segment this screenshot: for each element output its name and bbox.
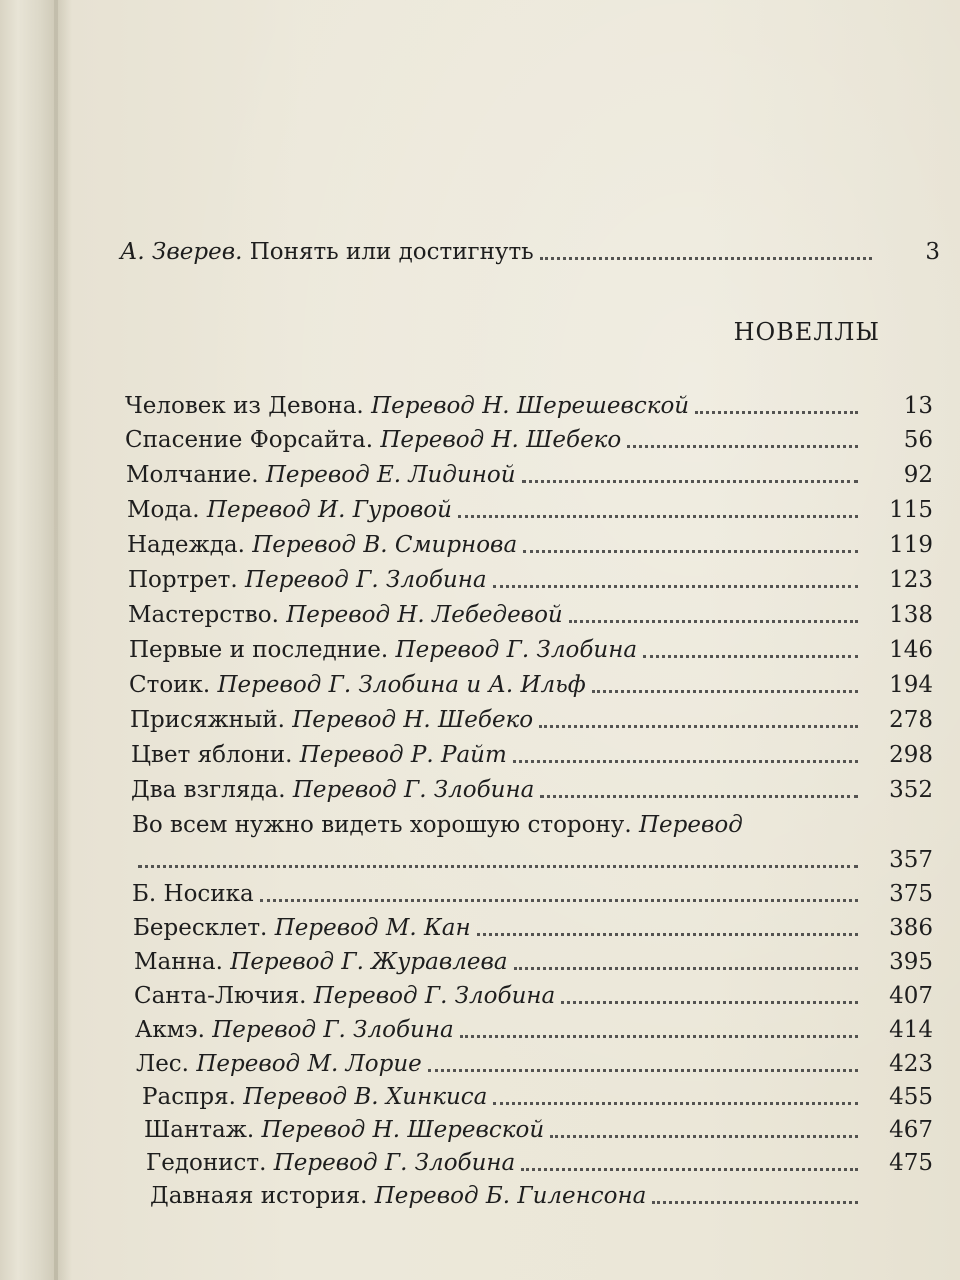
toc-entry <box>142 1077 933 1111</box>
toc-entry <box>133 908 933 942</box>
entry-translator: Перевод Н. Шерешевской <box>371 393 690 419</box>
entry-translator: Перевод В. Смирнова <box>252 532 518 558</box>
toc-entry <box>129 630 933 664</box>
entry-title: Гедонист. <box>146 1150 267 1176</box>
entry-translator: Перевод В. Хинкиса <box>243 1084 488 1110</box>
toc-entry <box>134 942 933 976</box>
entry-title: Надежда. <box>127 532 245 558</box>
dot-leader <box>561 1001 858 1004</box>
intro-author: А. Зверев. <box>120 239 243 265</box>
entry-title: Б. Носика <box>132 881 254 907</box>
entry-translator: Перевод Н. Лебедевой <box>286 602 563 628</box>
entry-title: Человек из Девона. <box>125 393 364 419</box>
toc-entry <box>144 1110 933 1144</box>
entry-translator: Перевод М. Кан <box>274 915 471 941</box>
entry-page-number: 407 <box>889 983 933 1009</box>
entry-title: Манна. <box>134 949 223 975</box>
intro-title: Понять или достигнуть <box>249 239 534 265</box>
entry-page-number: 423 <box>889 1051 933 1077</box>
entry-translator: Перевод Н. Шеревской <box>261 1117 545 1143</box>
entry-page-number: 357 <box>889 847 933 873</box>
dot-leader <box>539 725 858 728</box>
entry-translator: Перевод Б. Гиленсона <box>374 1183 647 1209</box>
entry-title: Мастерство. <box>128 602 279 628</box>
toc-entry <box>127 490 933 524</box>
entry-page-number: 115 <box>889 497 933 523</box>
toc-entry <box>131 735 933 769</box>
dot-leader <box>695 411 858 414</box>
dot-leader <box>592 690 858 693</box>
entry-page-number: 298 <box>889 742 933 768</box>
entry-translator: Перевод <box>638 812 743 838</box>
dot-leader <box>523 550 858 553</box>
dot-leader <box>513 760 858 763</box>
dot-leader <box>477 933 858 936</box>
dot-leader <box>460 1035 858 1038</box>
dot-leader <box>514 967 858 970</box>
entry-page-number: 56 <box>903 427 933 453</box>
entry-title: Давнаяя история. <box>150 1183 368 1209</box>
entry-translator: Перевод Г. Злобина <box>395 637 638 663</box>
toc-entry <box>136 1044 933 1078</box>
toc-entry <box>125 386 933 420</box>
entry-page-number: 146 <box>889 637 933 663</box>
entry-translator: Перевод Г. Злобина <box>212 1017 454 1043</box>
entry-page-number: 386 <box>889 915 933 941</box>
toc-entry <box>126 455 933 489</box>
toc-entry <box>132 840 933 874</box>
toc-entry <box>135 1010 933 1044</box>
toc-entry <box>128 560 933 594</box>
entry-title: Первые и последние. <box>129 637 389 663</box>
dot-leader <box>428 1069 858 1072</box>
entry-title: Во всем нужно видеть хорошую сторону. <box>132 812 632 838</box>
dot-leader <box>569 620 858 623</box>
dot-leader <box>540 795 858 798</box>
intro-page-number: 3 <box>925 239 940 265</box>
entry-page-number: 395 <box>889 949 933 975</box>
book-gutter <box>54 0 58 1280</box>
dot-leader <box>493 1102 858 1105</box>
entry-translator: Перевод Н. Шебеко <box>292 707 534 733</box>
entry-title: Спасение Форсайта. <box>125 427 374 453</box>
entry-page-number: 455 <box>889 1084 933 1110</box>
entry-page-number: 13 <box>903 393 933 419</box>
entry-translator: Перевод Е. Лидиной <box>265 462 516 488</box>
entry-title: Мода. <box>127 497 200 523</box>
toc-entry <box>146 1143 933 1177</box>
entry-title: Акмэ. <box>135 1017 205 1043</box>
entry-title: Санта-Лючия. <box>134 983 307 1009</box>
entry-title: Распря. <box>142 1084 236 1110</box>
entry-title: Два взгляда. <box>131 777 286 803</box>
toc-entry <box>130 700 933 734</box>
entry-translator: Перевод Г. Злобина <box>313 983 556 1009</box>
section-heading: НОВЕЛЛЫ <box>733 318 880 346</box>
dot-leader <box>522 480 858 483</box>
entry-title: Портрет. <box>128 567 238 593</box>
entry-title: Присяжный. <box>130 707 285 733</box>
entry-translator: Перевод Г. Журавлева <box>230 949 508 975</box>
entry-page-number: 123 <box>889 567 933 593</box>
entry-translator: Перевод И. Гуровой <box>206 497 452 523</box>
toc-entry <box>134 976 933 1010</box>
dot-leader <box>458 515 858 518</box>
toc-entry <box>132 805 933 839</box>
entry-translator: Перевод Н. Шебеко <box>380 427 622 453</box>
toc-page <box>70 0 960 1280</box>
toc-entry <box>150 1176 933 1210</box>
dot-leader <box>550 1135 858 1138</box>
dot-leader <box>652 1201 858 1204</box>
entry-translator: Перевод Г. Злобина <box>292 777 535 803</box>
toc-entry <box>129 665 933 699</box>
dot-leader <box>521 1168 858 1171</box>
entry-translator: Перевод Р. Райт <box>299 742 507 768</box>
dot-leader <box>643 655 858 658</box>
dot-leader <box>627 445 858 448</box>
toc-intro-row <box>120 232 940 266</box>
entry-page-number: 375 <box>889 881 933 907</box>
toc-entry <box>132 874 933 908</box>
entry-translator: Перевод Г. Злобина <box>245 567 487 593</box>
toc-entry <box>127 525 933 559</box>
dot-leader <box>260 899 858 902</box>
entry-translator: Перевод Г. Злобина <box>273 1150 516 1176</box>
entry-translator: Перевод Г. Злобина и А. Ильф <box>217 672 586 698</box>
entry-title: Молчание. <box>126 462 259 488</box>
entry-title: Стоик. <box>129 672 211 698</box>
toc-entry <box>131 770 933 804</box>
entry-title: Цвет яблони. <box>131 742 293 768</box>
entry-title: Шантаж. <box>144 1117 255 1143</box>
dot-leader <box>138 865 858 868</box>
toc-entry <box>128 595 933 629</box>
toc-entry <box>125 420 933 454</box>
entry-page-number: 92 <box>903 462 933 488</box>
entry-page-number: 119 <box>889 532 933 558</box>
entry-page-number: 475 <box>889 1150 933 1176</box>
entry-title: Бересклет. <box>133 915 268 941</box>
entry-page-number: 138 <box>889 602 933 628</box>
entry-page-number: 278 <box>889 707 933 733</box>
entry-page-number: 467 <box>889 1117 933 1143</box>
dot-leader <box>540 257 872 260</box>
entry-page-number: 352 <box>889 777 933 803</box>
entry-page-number: 414 <box>889 1017 933 1043</box>
dot-leader <box>493 585 858 588</box>
entry-title: Лес. <box>136 1051 189 1077</box>
entry-page-number: 194 <box>889 672 933 698</box>
entry-translator: Перевод М. Лорие <box>196 1051 422 1077</box>
